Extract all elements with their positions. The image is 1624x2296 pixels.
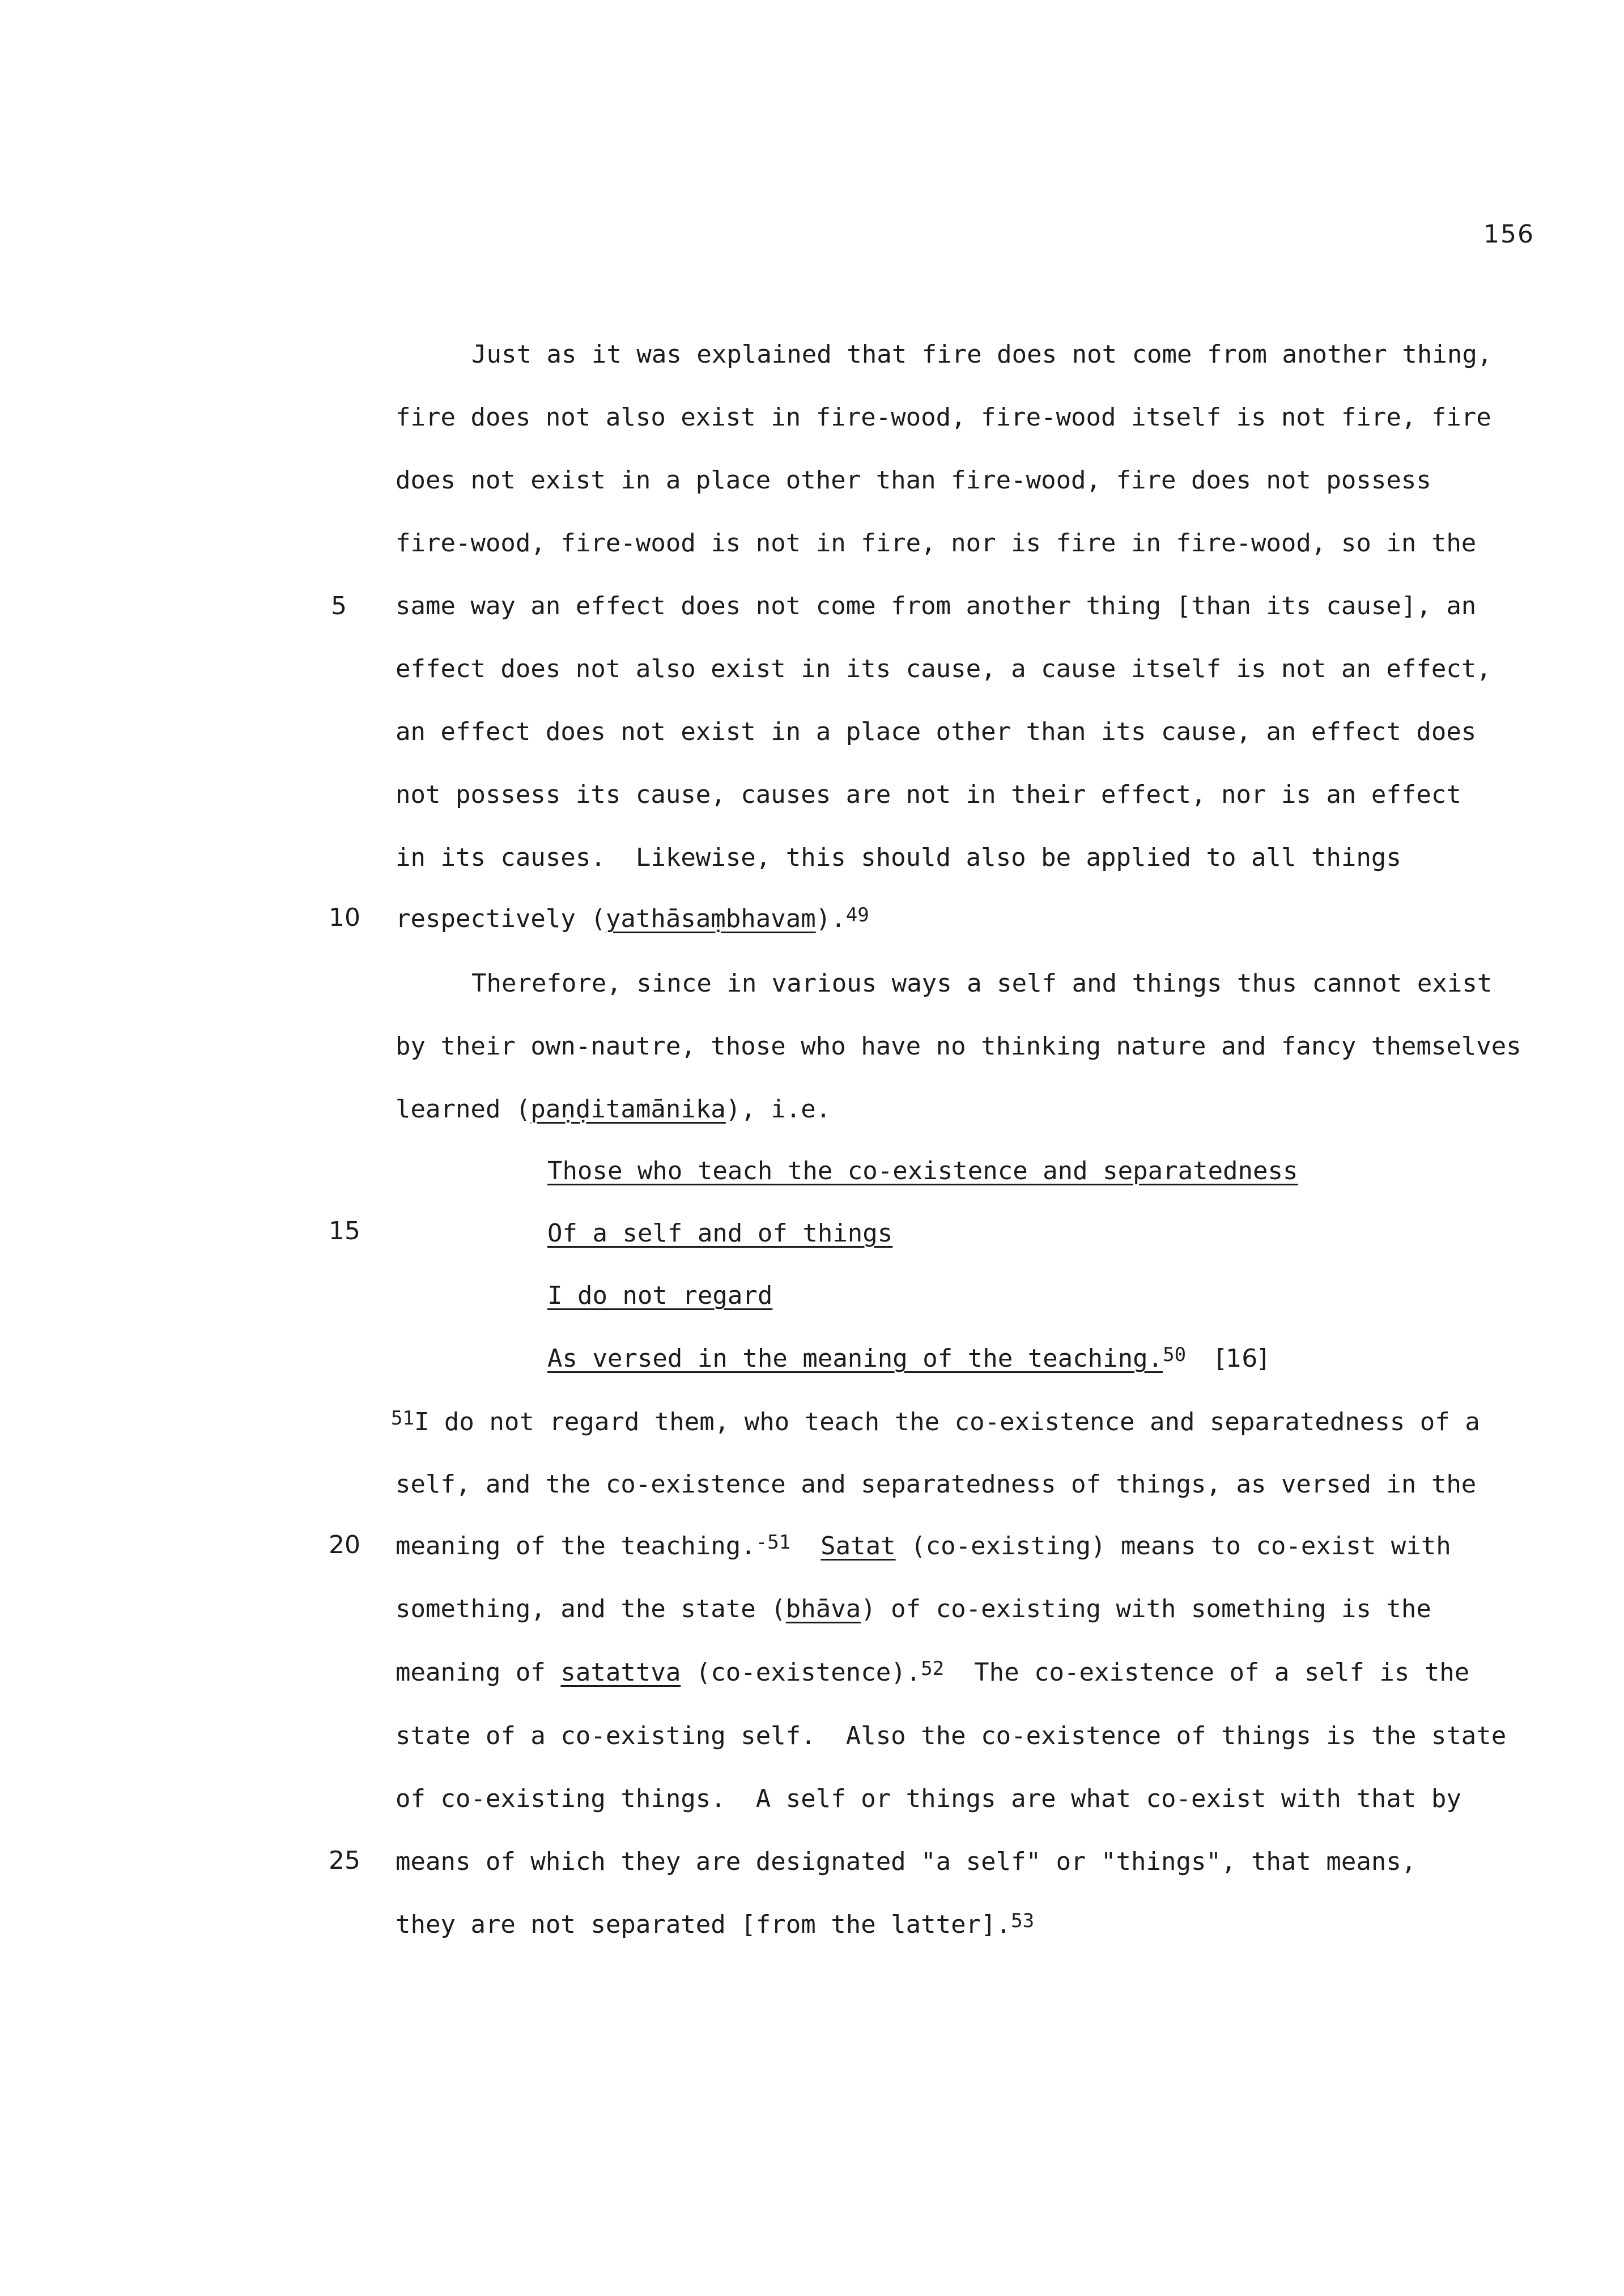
text-line: means of which they are designated "a self" or "things", that means, (396, 1847, 1417, 1876)
sanskrit-term: bhāva (785, 1595, 861, 1623)
text-line: learned (paṇḍitamānika), i.e. (396, 1095, 831, 1124)
footnote-ref: 50 (1163, 1343, 1187, 1366)
footnote-ref: 53 (1011, 1910, 1035, 1932)
text-line: effect does not also exist in its cause, a cause itself is not an effect, (396, 654, 1491, 683)
sanskrit-term: satattva (560, 1658, 681, 1687)
text-line: fire does not also exist in fire-wood, fire-wood itself is not fire, fire (396, 403, 1491, 432)
text-line: Just as it was explained that fire does not come from another thing, (471, 340, 1493, 369)
text-line: meaning of the teaching.$^{-51}$ Satat (co-existing) means to co-exist with (396, 1531, 1451, 1561)
text-line: fire-wood, fire-wood is not in fire, nor is fire in fire-wood, so in the (396, 529, 1477, 558)
line-number-25: 25 (329, 1846, 360, 1875)
verse-line: Of a self and of things (547, 1219, 893, 1248)
text-line: same way an effect does not come from another thing [than its cause], an (396, 592, 1477, 620)
page-number: 156 (1483, 220, 1534, 249)
text-line: Therefore, since in various ways a self and things thus cannot exist (471, 969, 1493, 998)
line-number-15: 15 (329, 1217, 360, 1245)
footnote-ref: 51 (391, 1407, 414, 1430)
sanskrit-term: Satat (820, 1532, 896, 1561)
text-line: respectively (yathāsaṃbhavam).$^{49}$ (396, 904, 869, 933)
verse-line: I do not regard (547, 1281, 773, 1310)
text-line: self, and the co-existence and separatedness of things, as versed in the (396, 1470, 1477, 1499)
line-number-5: 5 (331, 592, 347, 620)
verse-ref: [16] (1216, 1344, 1268, 1373)
text-line: state of a co-existing self. Also the co-existence of things is the state (396, 1721, 1507, 1750)
text-line: meaning of satattva (co-existence).$^{52}$ The co-existence of a self is the (396, 1657, 1470, 1687)
text-line: something, and the state (bhāva) of co-existing with something is the (396, 1595, 1431, 1623)
text-line: by their own-nautre, those who have no thinking nature and fancy themselves (396, 1032, 1521, 1061)
footnote-ref: 52 (921, 1657, 945, 1680)
footnote-ref: 49 (845, 904, 869, 926)
text-line: $^{51}$I do not regard them, who teach the co-existence and separatedness of a (391, 1407, 1480, 1436)
text-line: an effect does not exist in a place other than its cause, an effect does (396, 717, 1477, 746)
line-number-20: 20 (329, 1530, 360, 1559)
text-line: does not exist in a place other than fire-wood, fire does not possess (396, 466, 1431, 495)
footnote-ref: -51 (755, 1531, 791, 1554)
line-number-10: 10 (329, 903, 360, 932)
text-line: of co-existing things. A self or things are what co-exist with that by (396, 1784, 1461, 1813)
sanskrit-term: yathāsaṃbhavam (605, 904, 816, 933)
sanskrit-term: paṇḍitamānika (530, 1095, 726, 1124)
text-line: not possess its cause, causes are not in their effect, nor is an effect (396, 780, 1461, 809)
verse-line: As versed in the meaning of the teaching.$^{50}$ [16] (547, 1343, 1268, 1373)
text-line: in its causes. Likewise, this should also be applied to all things (396, 843, 1401, 872)
verse-line: Those who teach the co-existence and separatedness (547, 1156, 1298, 1185)
text-line: they are not separated [from the latter].$^{53}$ (396, 1910, 1035, 1939)
